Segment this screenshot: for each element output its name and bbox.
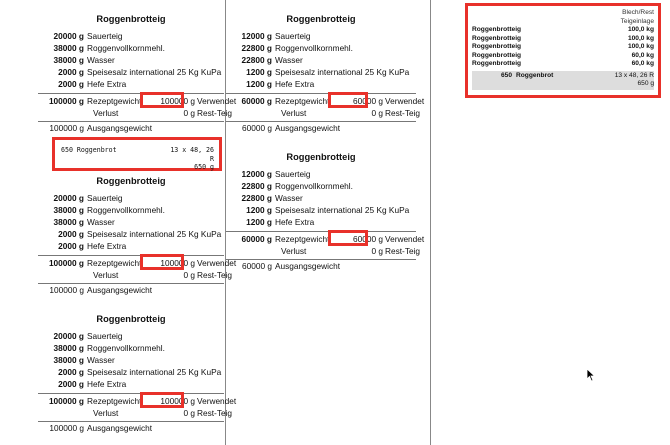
separator	[226, 93, 416, 94]
verwendet-highlight	[140, 92, 184, 108]
rest-label: Rest-Teig	[197, 270, 233, 280]
ingredient-name: Wasser	[87, 217, 115, 227]
ingredient-row	[226, 54, 416, 66]
ausgang-row	[226, 122, 416, 134]
rezept-row	[226, 233, 425, 245]
ingredient-amount: 1200 g	[246, 217, 272, 227]
verwendet-amount: 60000 g	[353, 234, 383, 244]
ingredient-row	[38, 330, 224, 342]
rest-amount: 0 g	[371, 246, 383, 256]
ingredient-row	[226, 192, 416, 204]
product-label-weight: 650 g	[194, 163, 214, 171]
ingredient-row	[38, 66, 224, 78]
ingredient-name: Wasser	[87, 355, 115, 365]
panel-row-value: 60,0 kg	[631, 60, 654, 67]
ingredient-name: Sauerteig	[275, 169, 311, 179]
ingredient-amount: 22800 g	[241, 181, 272, 191]
product-label-r: R	[210, 154, 214, 163]
product-label-card	[52, 137, 222, 171]
panel-row	[472, 52, 654, 61]
ausgang-amount: 100000 g	[49, 423, 84, 433]
rezept-label: Rezeptgewicht	[87, 396, 142, 406]
ingredient-row	[38, 378, 224, 390]
verlust-label: Verlust	[93, 270, 119, 280]
rezept-amount: 100000 g	[48, 258, 84, 268]
recipe-block	[38, 313, 237, 434]
ausgang-label: Ausgangsgewicht	[275, 123, 341, 133]
panel-header-teig: Teigeinlage	[620, 17, 654, 25]
ingredient-amount: 1200 g	[246, 79, 272, 89]
ingredient-row	[38, 216, 224, 228]
ingredient-amount: 12000 g	[241, 169, 272, 179]
ingredient-name: Speisesalz international 25 Kg KuPa	[275, 67, 410, 77]
panel-product-dim: 13 x 48, 26 R	[614, 71, 654, 79]
ingredient-name: Wasser	[275, 193, 303, 203]
ingredient-row	[38, 366, 224, 378]
panel-row-name: Roggenbrotteig	[472, 26, 522, 33]
ingredient-amount: 38000 g	[53, 205, 84, 215]
verlust-label: Verlust	[93, 108, 119, 118]
ingredient-row	[38, 78, 224, 90]
recipe-title: Roggenbrotteig	[286, 152, 356, 162]
verwendet-highlight	[140, 392, 184, 408]
panel-row	[472, 43, 654, 52]
ingredient-row	[38, 204, 224, 216]
ausgang-amount: 100000 g	[49, 123, 84, 133]
rest-amount: 0 g	[183, 408, 195, 418]
panel-row-value: 100,0 kg	[627, 34, 654, 42]
recipe-block	[226, 151, 425, 272]
panel-row-name: Roggenbrotteig	[472, 60, 522, 67]
ingredient-name: Hefe Extra	[275, 79, 315, 89]
ingredient-name: Roggenvollkornmehl.	[275, 181, 353, 191]
rezept-amount: 60000 g	[241, 234, 272, 244]
ingredient-name: Sauerteig	[275, 31, 311, 41]
summary-panel	[465, 3, 661, 98]
mouse-cursor-icon	[586, 368, 596, 382]
ausgang-row	[38, 284, 224, 296]
verwendet-highlight	[328, 92, 368, 108]
rezept-label: Rezeptgewicht	[275, 96, 330, 106]
verwendet-highlight	[140, 254, 184, 270]
ingredient-row	[38, 42, 224, 54]
ausgang-row	[38, 122, 224, 134]
panel-row-value: 100,0 kg	[627, 26, 654, 33]
ausgang-label: Ausgangsgewicht	[87, 123, 153, 133]
ingredient-amount: 2000 g	[58, 67, 84, 77]
rezept-row	[38, 95, 237, 107]
separator	[226, 231, 416, 232]
rezept-amount: 100000 g	[48, 96, 84, 106]
ingredient-name: Wasser	[275, 55, 303, 65]
verlust-label: Verlust	[93, 408, 119, 418]
rest-label: Rest-Teig	[385, 108, 421, 118]
ingredient-amount: 22800 g	[241, 193, 272, 203]
ingredient-row	[226, 42, 416, 54]
ingredient-row	[226, 30, 416, 42]
ingredient-amount: 38000 g	[53, 343, 84, 353]
ausgang-amount: 100000 g	[49, 285, 84, 295]
ingredient-name: Hefe Extra	[275, 217, 315, 227]
ingredient-row	[226, 204, 416, 216]
rezept-amount: 60000 g	[241, 96, 272, 106]
ingredient-amount: 12000 g	[241, 31, 272, 41]
ingredient-name: Sauerteig	[87, 31, 123, 41]
separator	[38, 93, 224, 94]
ingredient-amount: 2000 g	[58, 379, 84, 389]
ingredient-row	[38, 192, 224, 204]
ingredient-row	[38, 228, 224, 240]
panel-row-name: Roggenbrotteig	[472, 34, 522, 42]
ausgang-label: Ausgangsgewicht	[87, 285, 153, 295]
ingredient-row	[38, 54, 224, 66]
ingredient-name: Sauerteig	[87, 193, 123, 203]
separator	[38, 255, 224, 256]
verlust-row	[226, 107, 421, 122]
ingredient-row	[38, 240, 224, 252]
ingredient-name: Roggenvollkornmehl.	[87, 43, 165, 53]
panel-row-name: Roggenbrotteig	[472, 43, 522, 50]
ingredient-name: Roggenvollkornmehl.	[275, 43, 353, 53]
ingredient-name: Hefe Extra	[87, 79, 127, 89]
rest-label: Rest-Teig	[197, 108, 233, 118]
ingredient-amount: 22800 g	[241, 43, 272, 53]
verlust-row	[38, 269, 233, 284]
ingredient-row	[38, 354, 224, 366]
ausgang-amount: 60000 g	[242, 261, 272, 271]
ausgang-label: Ausgangsgewicht	[275, 261, 341, 271]
ingredient-row	[226, 78, 416, 90]
rest-amount: 0 g	[371, 108, 383, 118]
ausgang-row	[226, 260, 416, 272]
panel-product-row	[472, 71, 654, 90]
verwendet-label: Verwendet	[385, 234, 425, 244]
verwendet-amount: 60000 g	[353, 96, 383, 106]
rest-amount: 0 g	[183, 270, 195, 280]
ingredient-name: Roggenvollkornmehl.	[87, 343, 165, 353]
verlust-label: Verlust	[281, 108, 307, 118]
ingredient-row	[226, 180, 416, 192]
panel-row	[472, 35, 654, 44]
product-label-name: 650 Roggenbrot	[61, 146, 117, 154]
ingredient-amount: 2000 g	[58, 241, 84, 251]
ingredient-amount: 22800 g	[241, 55, 272, 65]
verlust-row	[38, 107, 233, 122]
verlust-label: Verlust	[281, 246, 307, 256]
recipe-title: Roggenbrotteig	[96, 14, 166, 24]
verwendet-highlight	[328, 230, 368, 246]
rezept-row	[38, 395, 237, 407]
ingredient-name: Hefe Extra	[87, 241, 127, 251]
verwendet-amount: 100000 g	[160, 96, 195, 106]
verwendet-label: Verwendet	[197, 96, 237, 106]
ingredient-amount: 38000 g	[53, 55, 84, 65]
ingredient-amount: 20000 g	[53, 193, 84, 203]
recipe-title: Roggenbrotteig	[96, 176, 166, 186]
ingredient-amount: 20000 g	[53, 331, 84, 341]
ingredient-amount: 1200 g	[246, 205, 272, 215]
verlust-row	[226, 245, 421, 260]
verwendet-label: Verwendet	[197, 396, 237, 406]
panel-product-name: Roggenbrot	[516, 71, 554, 79]
rest-amount: 0 g	[183, 108, 195, 118]
verwendet-label: Verwendet	[385, 96, 425, 106]
panel-product-weight: 650 g	[637, 80, 654, 87]
verwendet-amount: 100000 g	[160, 258, 195, 268]
verlust-row	[38, 407, 233, 422]
recipe-block	[226, 13, 425, 134]
rezept-row	[38, 257, 237, 269]
ingredient-amount: 2000 g	[58, 229, 84, 239]
ingredient-row	[38, 30, 224, 42]
panel-header-blech: Blech/Rest	[622, 9, 654, 16]
recipe-title: Roggenbrotteig	[96, 314, 166, 324]
ingredient-name: Speisesalz international 25 Kg KuPa	[87, 367, 222, 377]
ingredient-row	[226, 66, 416, 78]
ingredient-name: Wasser	[87, 55, 115, 65]
column-divider-2	[430, 0, 431, 445]
rest-label: Rest-Teig	[385, 246, 421, 256]
ingredient-name: Hefe Extra	[87, 379, 127, 389]
rest-label: Rest-Teig	[197, 408, 233, 418]
rezept-row	[226, 95, 425, 107]
recipe-title: Roggenbrotteig	[286, 14, 356, 24]
ingredient-row	[226, 216, 416, 228]
ingredient-amount: 2000 g	[58, 367, 84, 377]
ingredient-row	[226, 168, 416, 180]
ausgang-label: Ausgangsgewicht	[87, 423, 153, 433]
recipe-block	[38, 175, 237, 296]
ingredient-name: Speisesalz international 25 Kg KuPa	[275, 205, 410, 215]
ingredient-amount: 38000 g	[53, 217, 84, 227]
ausgang-row	[38, 422, 224, 434]
ingredient-name: Speisesalz international 25 Kg KuPa	[87, 67, 222, 77]
panel-row-value: 60,0 kg	[631, 51, 654, 59]
ingredient-amount: 1200 g	[246, 67, 272, 77]
ingredient-name: Speisesalz international 25 Kg KuPa	[87, 229, 222, 239]
verwendet-label: Verwendet	[197, 258, 237, 268]
panel-product-no: 650	[500, 71, 512, 79]
verwendet-amount: 100000 g	[160, 396, 195, 406]
panel-row-value: 100,0 kg	[627, 43, 654, 50]
panel-row	[472, 26, 654, 35]
ingredient-amount: 38000 g	[53, 43, 84, 53]
recipe-block	[38, 13, 237, 134]
rezept-label: Rezeptgewicht	[87, 258, 142, 268]
ingredient-amount: 2000 g	[58, 79, 84, 89]
ausgang-amount: 60000 g	[242, 123, 272, 133]
rezept-label: Rezeptgewicht	[87, 96, 142, 106]
ingredient-name: Roggenvollkornmehl.	[87, 205, 165, 215]
panel-row	[472, 60, 654, 69]
ingredient-row	[38, 342, 224, 354]
rezept-amount: 100000 g	[48, 396, 84, 406]
panel-row-name: Roggenbrotteig	[472, 51, 522, 59]
product-label-dim: 13 x 48, 26	[170, 146, 214, 154]
ingredient-amount: 20000 g	[53, 31, 84, 41]
rezept-label: Rezeptgewicht	[275, 234, 330, 244]
ingredient-amount: 38000 g	[53, 355, 84, 365]
ingredient-name: Sauerteig	[87, 331, 123, 341]
separator	[38, 393, 224, 394]
